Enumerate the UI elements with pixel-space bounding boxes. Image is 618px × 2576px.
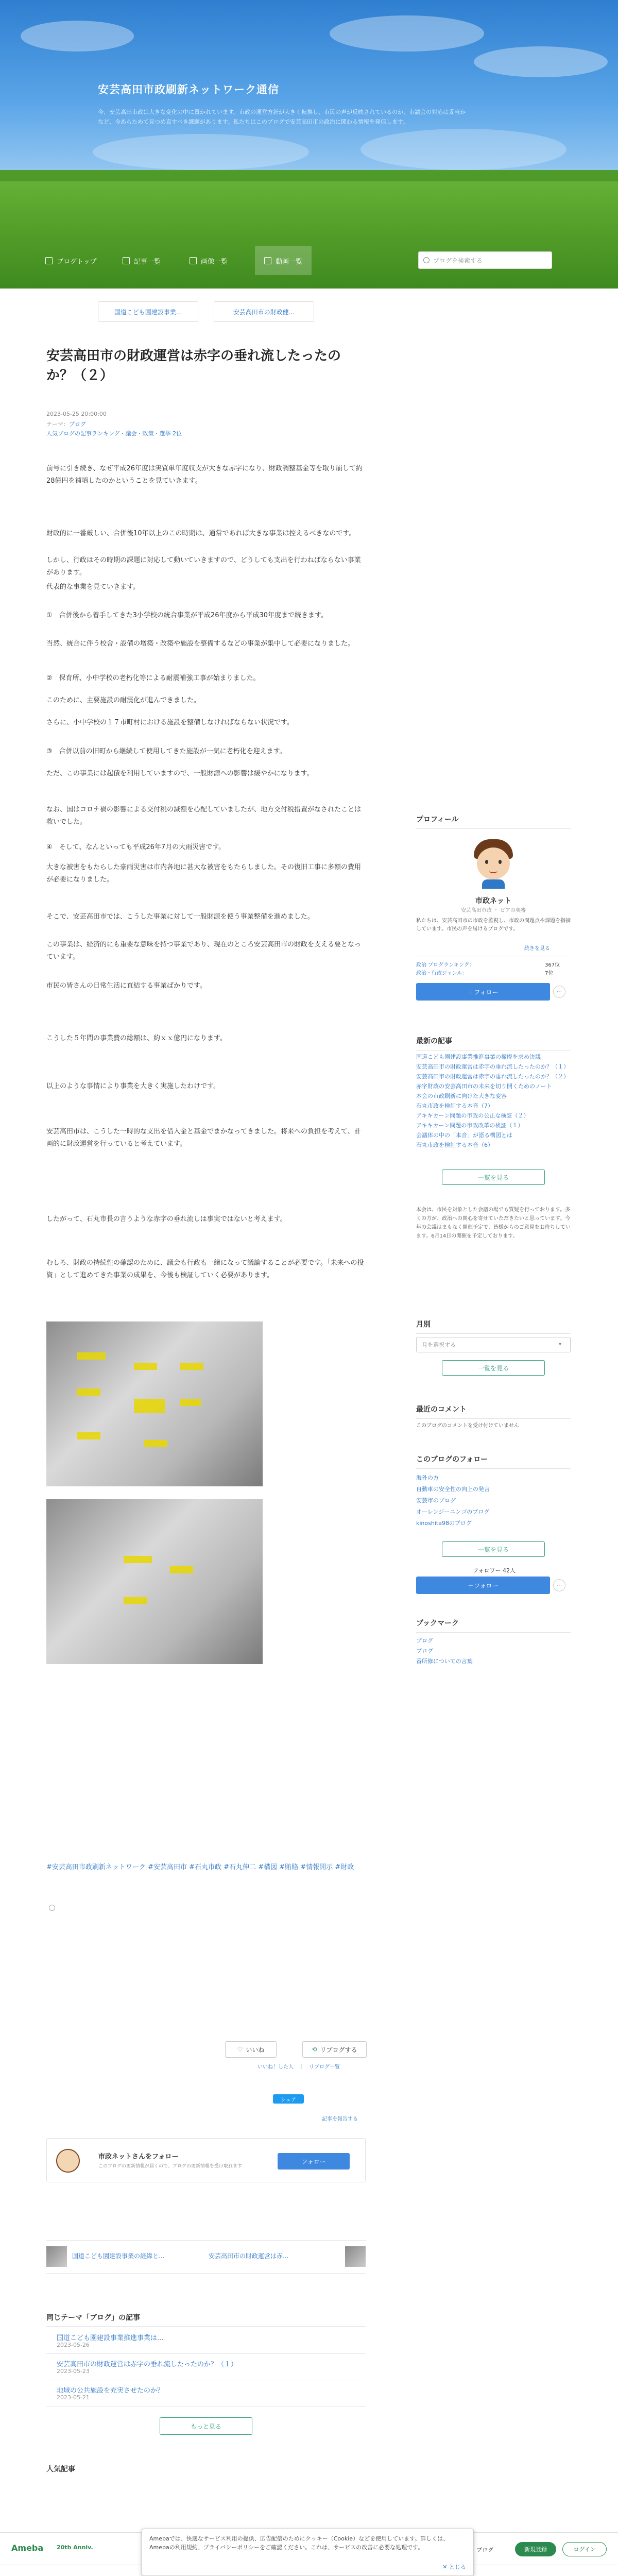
header-sky-image [0, 0, 618, 185]
comments-text: このブログのコメントを受け付けていません [416, 1423, 519, 1429]
prev-article-thumb[interactable] [46, 2246, 67, 2267]
ranking-sub-value: 7位 [545, 971, 554, 976]
following-item[interactable]: kinoshita98のブログ [416, 1520, 472, 1527]
nav-label: 動画一覧 [275, 258, 302, 266]
like-reblog-links[interactable]: いいね！した人 ｜ リブログ一覧 [258, 2064, 340, 2070]
following-item[interactable]: 自動車の安全性の向上の発言 [416, 1486, 490, 1493]
cookie-close-label: とじる [449, 2564, 466, 2570]
nav-blog-top[interactable] [45, 246, 97, 275]
more-options-icon[interactable]: ⋯ [553, 986, 565, 998]
article-paragraph: 市民の皆さんの日常生活に直結する事業ばかりです。 [46, 982, 207, 990]
nav-label: 画像一覧 [201, 258, 228, 266]
recent-item[interactable]: アキキカーン問題の市政改革の検証（１） [416, 1122, 524, 1129]
article-paragraph: なお、国はコロナ禍の影響による交付税の減額を心配していましたが、地方交付税措置がなされたことは救いでした。 [46, 806, 362, 826]
ranking-link[interactable]: 人気ブログの記事ランキング・議会・政策・選挙 2位 [46, 430, 182, 437]
reblog-label: リブログする [320, 2046, 357, 2054]
profile-more-link[interactable]: 続きを見る [524, 946, 550, 952]
article-paragraph: しかし、行政はその時期の課題に対応して動いていきますので、どうしても支出を行わねばならない事業があります。 [46, 556, 361, 577]
divider [46, 2326, 366, 2327]
popular-heading: 人気記事 [46, 2465, 75, 2473]
recent-item[interactable]: 赤字財政の安芸高田市の未来を切り開くためのノート [416, 1083, 552, 1090]
same-theme-date: 2023-05-21 [57, 2394, 90, 2401]
recent-item[interactable]: 国道こども園建設事業推進事業の撤廃を求め決議 [416, 1054, 541, 1060]
home-icon [45, 257, 53, 264]
ameba-anniversary-logo: 20th Anniv. [57, 2544, 93, 2551]
bookmark-item[interactable]: ブログ [416, 1648, 433, 1654]
archive-heading: 月別 [416, 1319, 571, 1334]
ameba-blog-link[interactable]: ブログ [476, 2547, 493, 2553]
image-icon [190, 257, 197, 264]
cookie-close-button[interactable] [442, 2563, 466, 2571]
reblog-button[interactable] [302, 2041, 367, 2058]
cloud-shape [360, 129, 566, 170]
register-button[interactable]: 新規登録 [515, 2542, 556, 2556]
article-paragraph: ③ 合併以前の旧町から継続して使用してきた施設が一気に老朽化を迎えます。 [46, 748, 286, 755]
recent-item[interactable]: 会議体の中の「本音」が語る構図とは [416, 1132, 512, 1139]
search-icon [423, 257, 430, 263]
hashtag[interactable]: #石丸市政 [189, 1863, 221, 1871]
same-theme-date: 2023-05-23 [57, 2368, 90, 2375]
recent-list [416, 1052, 571, 1150]
blog-search-input[interactable]: ブログを検索する [418, 251, 552, 269]
recent-heading: 最新の記事 [416, 1036, 571, 1050]
recent-item[interactable]: 石丸市政を検証する本音（6） [416, 1142, 493, 1148]
article-paragraph: 安芸高田市は、こうした一時的な支出を借入金と基金でまかなってきました。将来への負担を考えて、計画的に財政運営を行っていると考えています。 [46, 1128, 361, 1148]
article-paragraph: 代表的な事業を見ていきます。 [46, 583, 140, 591]
theme-label: テーマ： [46, 421, 69, 428]
comment-icon[interactable] [49, 1905, 55, 1911]
sidebar-follow-button[interactable]: ＋フォロー [416, 983, 550, 1001]
bookmark-list [416, 1636, 571, 1667]
divider [46, 2273, 366, 2274]
profile-name[interactable]: 市政ネット [475, 897, 511, 905]
following-item[interactable]: オーレンジーニンゴのブログ [416, 1509, 490, 1515]
prev-article-link[interactable]: 国道こども園建設事業... [98, 301, 198, 322]
article-paragraph: 当然、統合に伴う校舎・設備の増築・改築や施設を整備するなどの事業が集中して必要になりました。 [46, 640, 355, 648]
sidebar-follow-button-2[interactable]: ＋フォロー [416, 1577, 550, 1594]
comments-heading: 最近のコメント [416, 1404, 571, 1419]
more-options-icon[interactable]: ⋯ [553, 1579, 565, 1591]
video-icon [264, 257, 271, 264]
like-label: いいね [246, 2046, 265, 2054]
chevron-down-icon: ▾ [559, 1342, 562, 1347]
article-paragraph: ただ、この事業には起債を利用していますので、一般財源への影響は緩やかになります。 [46, 770, 314, 777]
following-item[interactable]: 安芸市のブログ [416, 1497, 456, 1504]
recent-item[interactable]: 石丸市政を検証する本音（7） [416, 1103, 493, 1109]
cloud-shape [330, 15, 484, 52]
profile-sub: 安芸高田市政 ・ ビアの奥審 [460, 908, 526, 913]
divider [46, 2240, 366, 2241]
recent-item[interactable]: 安芸高田市の財政運営は赤字の垂れ流したったのか？（１） [416, 1063, 569, 1070]
same-theme-date: 2023-05-26 [57, 2342, 90, 2348]
hashtag[interactable]: #賄賂 [279, 1863, 299, 1871]
archive-more-button[interactable]: 一覧を見る [442, 1360, 545, 1376]
follow-title: 市政ネットさんをフォロー [98, 2153, 179, 2161]
following-heading: このブログのフォロー [416, 1454, 571, 1469]
close-icon: ✕ [442, 2564, 449, 2570]
article-paragraph: こうした５年間の事業費の総額は、約ｘｘ億円になります。 [46, 1035, 227, 1042]
article-paragraph: このために、主要施設の耐震化が進んできました。 [46, 697, 201, 704]
following-list [416, 1472, 571, 1529]
cookie-notice [142, 2529, 474, 2576]
cloud-shape [474, 46, 608, 77]
avatar-eye [499, 860, 502, 864]
article-paragraph: 大きな被害をもたらした豪雨災害は市内各地に甚大な被害をもたらしました。その復旧工事に多額の費用が必要になりました。 [46, 863, 362, 884]
nav-images[interactable] [190, 246, 228, 275]
hashtag[interactable]: #安芸高田市 [148, 1863, 187, 1871]
recent-more-button[interactable]: 一覧を見る [442, 1170, 545, 1185]
recent-item[interactable]: 本会の市政刷新に向けた大きな変容 [416, 1093, 507, 1099]
blog-description: 今、安芸高田市政は大きな変化の中に置かれています。市政の運営方針が大きく転換し、市民の声が反映されているのか、市議会の対応は妥当かなど、今あらためて見つめ直すべき課題があります。私たちはこのブログで安芸高田市の政治に関わる情報を発信します。 [98, 109, 466, 125]
blog-title[interactable]: 安芸高田市政刷新ネットワーク通信 [98, 83, 279, 96]
cookie-text: Amebaでは、快適なサービス利用の提供、広告配信のためにクッキー（Cookie）などを使用しています。詳しくは、Amebaの利用規約、プライバシーポリシーをご確認ください。これは、サービスの改善に必要な処理です。 [149, 2535, 449, 2551]
article-paragraph: この事業は、経済的にも重要な意味を持つ事業であり、現在のところ安芸高田市の財政を支える要となっています。 [46, 941, 362, 961]
same-theme-heading: 同じテーマ「ブログ」の記事 [46, 2314, 140, 2322]
next-article-link[interactable]: 安芸高田市の財政運営は赤... [209, 2252, 289, 2260]
bookmark-heading: ブックマーク [416, 1618, 571, 1633]
article-paragraph: 以上のような事情により事業を大きく実施したわけです。 [46, 1082, 220, 1090]
recent-item[interactable]: 安芸高田市の財政運営は赤字の垂れ流したったのか？（２） [416, 1073, 569, 1080]
hashtag[interactable]: #構図 [258, 1863, 278, 1871]
nav-videos[interactable] [255, 246, 312, 275]
archive-select[interactable]: 月を選択する [416, 1337, 571, 1352]
share-button[interactable]: シェア [273, 2094, 304, 2104]
reblog-icon: ⟲ [312, 2046, 317, 2053]
article-paragraph: 前号に引き続き、なぜ平成26年度は実質単年度収支が大きな赤字になり、財政調整基金等を取り崩して約28億円を補填したのかということを見ていきます。 [46, 465, 363, 485]
report-link[interactable]: 記事を報告する [322, 2116, 358, 2122]
theme-link[interactable]: ブログ [69, 421, 86, 428]
nav-label: 記事一覧 [134, 258, 161, 266]
article-date: 2023-05-25 20:00:00 [46, 411, 107, 417]
following-item[interactable]: 海外の方 [416, 1475, 439, 1481]
article-paragraph: さらに、小中学校の１７市町村における施設を整備しなければならない状況です。 [46, 719, 294, 726]
same-theme-more-button[interactable]: もっと見る [160, 2417, 252, 2435]
ameba-logo[interactable]: Ameba [11, 2543, 44, 2553]
ranking-sub-link[interactable]: 政治・行政ジャンル： [416, 971, 468, 976]
like-button[interactable] [225, 2041, 277, 2058]
next-article-thumb[interactable] [345, 2246, 366, 2267]
document-photo[interactable] [46, 1321, 263, 1486]
article-paragraph: ① 合併後から着手してきた3小学校の統合事業が平成26年度から平成30年度まで続きます。 [46, 612, 328, 619]
article-paragraph: したがって、石丸市長の言うような赤字の垂れ流しは事実ではないと考えます。 [46, 1215, 287, 1223]
article-paragraph: そこで、安芸高田市では、こうした事業に対して一般財源を使う事業整備を進めました。 [46, 913, 314, 921]
avatar-shirt [482, 879, 505, 889]
hashtag[interactable]: #情報開示 [300, 1863, 333, 1871]
ranking-genre-link[interactable]: 政治 プログランキング： [416, 962, 474, 968]
document-photo[interactable] [46, 1499, 263, 1664]
divider [46, 2353, 366, 2354]
ranking-genre-value: 367位 [545, 962, 560, 968]
follow-subtext: このブログの更新情報が届くので、ブログの更新情報を受け取れます [98, 2164, 242, 2169]
article-paragraph: むしろ、財政の持続性の確認のために、議会も行政も一緒になって議論することが必要です。「未来への投資」として進めてきた事業の成果を、今後も検証していく必要があります。 [46, 1259, 364, 1279]
same-theme-item[interactable]: 国道こども園建設事業推進事業は... [57, 2334, 164, 2342]
prev-article-link[interactable]: 国道こども園建設事業の経緯と... [72, 2252, 165, 2260]
same-theme-item[interactable]: 地域の公共施設を充実させたのか？ [57, 2387, 164, 2395]
recent-item[interactable]: アキキカーン問題の市政の公正な検証（２） [416, 1112, 529, 1119]
profile-avatar[interactable] [468, 837, 519, 889]
list-icon [123, 257, 130, 264]
header-grass-edge [0, 170, 618, 181]
avatar[interactable] [56, 2149, 80, 2173]
nav-label: ブログトップ [57, 258, 97, 266]
nav-articles[interactable] [123, 246, 161, 275]
followers-count: フォロワー 42人 [473, 1567, 516, 1574]
bookmark-item[interactable]: ブログ [416, 1637, 433, 1644]
avatar-eye [485, 860, 488, 864]
hashtag[interactable]: #安芸高田市政刷新ネットワーク [46, 1863, 146, 1871]
same-theme-item[interactable]: 安芸高田市の財政運営は赤字の垂れ流したったのか？（１） [57, 2361, 238, 2368]
article-paragraph: ② 保育所、小中学校の老朽化等による耐震補強工事が始まりました。 [46, 674, 260, 682]
article-title: 安芸高田市の財政運営は赤字の垂れ流したったのか？（２） [46, 348, 341, 383]
following-more-button[interactable]: 一覧を見る [442, 1541, 545, 1557]
blog-header [0, 0, 618, 289]
like-icon: ♡ [237, 2046, 243, 2053]
hashtag[interactable]: #財政 [335, 1863, 354, 1871]
bookmark-item[interactable]: 番所修についての言葉 [416, 1658, 473, 1665]
article-paragraph: 財政的に一番厳しい、合併後10年以上のこの時期は、通常であれば大きな事業は控えるべきなのです。 [46, 530, 356, 537]
avatar-face [477, 848, 510, 879]
article-theme [46, 420, 86, 428]
cloud-shape [21, 21, 134, 52]
profile-heading: プロフィール [416, 814, 571, 829]
sidebar-notice: 本会は、市民を対象とした会議の場でも質疑を行っております。多くの方が、政治への関心を寄せていただきたいと思っています。今年の会議はまもなく開催予定で、皆様からのご意見をお待ちしています。6月14日の開催を予定しております。 [416, 1207, 571, 1239]
next-article-link[interactable]: 安芸高田市の財政健... [214, 301, 314, 322]
hashtag[interactable]: #石丸伸二 [224, 1863, 256, 1871]
follow-box [46, 2138, 366, 2182]
profile-description: 私たちは、安芸高田市の市政を監視し、市政の問題点や課題を指摘しています。市民の声を届けるブログです。 [416, 918, 571, 932]
article-paragraph: ④ そして、なんといっても平成26年7月の大雨災害です。 [46, 843, 226, 851]
follow-button[interactable]: フォロー [278, 2153, 350, 2170]
login-button[interactable]: ログイン [562, 2542, 607, 2556]
cloud-shape [93, 134, 309, 170]
hashtag-list [46, 1861, 366, 1874]
